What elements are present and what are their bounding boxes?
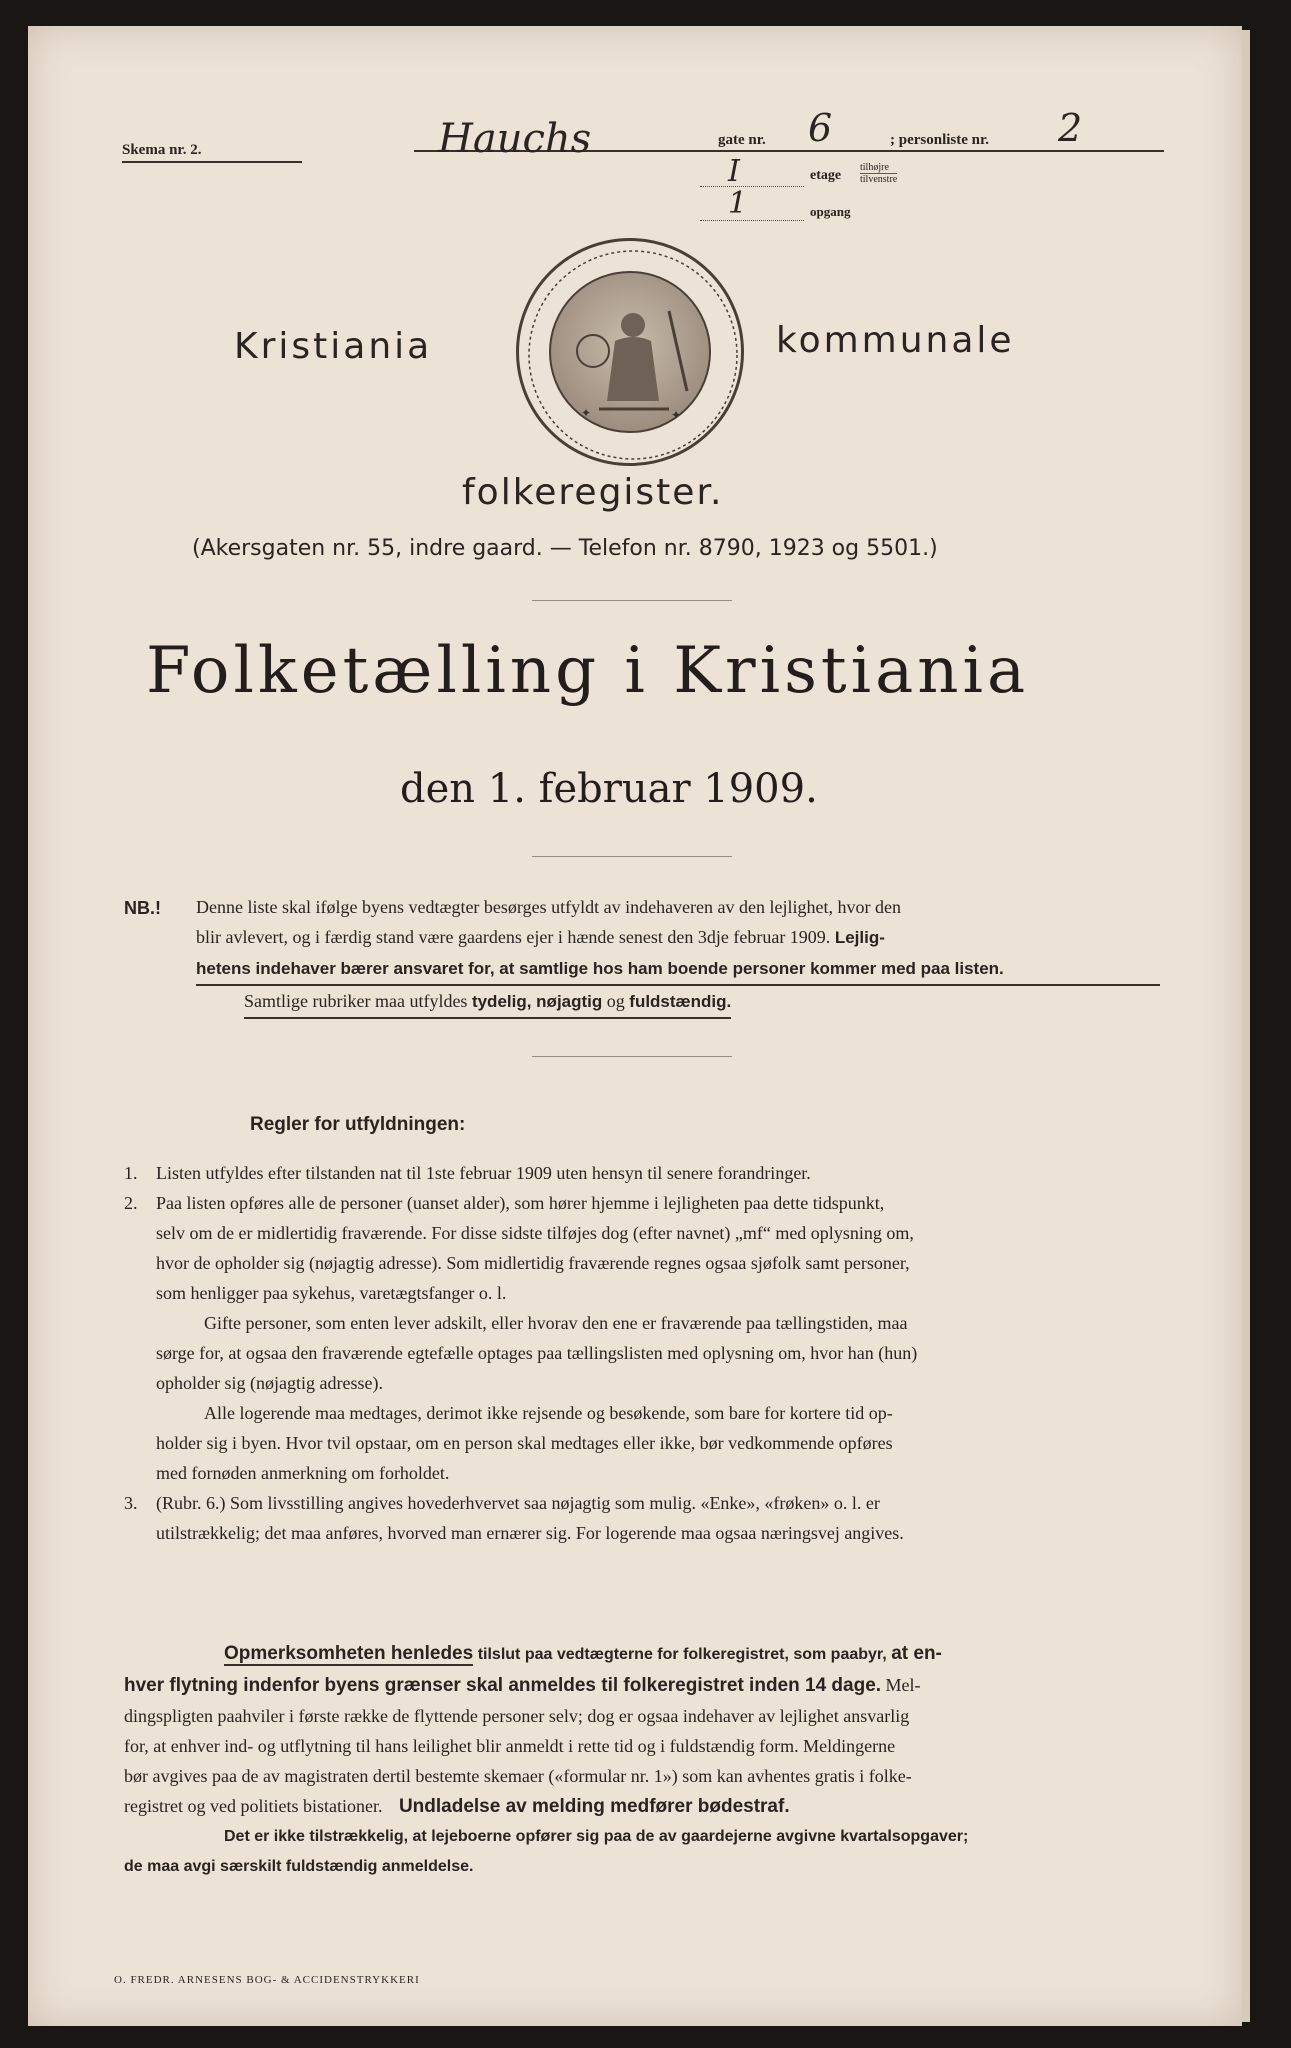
notice-block [124, 1638, 1194, 1882]
notice-line-3: dingspligten paahviler i første række de flyttende personer selv; dog er ogsaa indehaver av lejlighet ansvarlig [124, 1706, 910, 1726]
title-date: den 1. februar 1909. [400, 766, 818, 812]
street-handwritten: Hauchs [438, 116, 592, 162]
notice-line-1: Opmerksomheten henledes tilslut paa vedtægterne for folkeregistret, som paabyr, at en- [224, 1643, 942, 1664]
office-address: (Akersgaten nr. 55, indre gaard. — Telefon nr. 8790, 1923 og 5501.) [192, 536, 938, 561]
nb-label: NB.! [124, 898, 161, 918]
city-seal [516, 238, 744, 466]
nb-text [196, 892, 1160, 1019]
gate-number: 6 [808, 106, 833, 150]
divider-2 [532, 856, 732, 857]
rules-heading: Regler for utfyldningen: [250, 1114, 466, 1135]
opgang-line [700, 220, 804, 221]
office-left: Kristiania [234, 326, 433, 367]
gate-label: gate nr. [718, 132, 766, 148]
rule-1: 1. Listen utfyldes efter tilstanden nat til 1ste februar 1909 uten hensyn til senere forandringer. [124, 1163, 811, 1183]
notice-line-4: for, at enhver ind- og utflytning til hans leilighet blir anmeldt i rette tid og i fuldstændig form. Meldingerne [124, 1736, 896, 1756]
main-title: Folketælling i Kristiania [146, 634, 1030, 708]
etage-line [700, 186, 804, 187]
notice-line-2: hver flytning indenfor byens grænser skal anmeldes til folkeregistret inden 14 dage. Mel- [124, 1675, 921, 1696]
personliste-label: ; personliste nr. [890, 132, 990, 148]
nb-line-1: Denne liste skal ifølge byens vedtægter besørges utfyldt av indehaveren av den lejlighet, hvor den [196, 897, 901, 917]
personliste-number: 2 [1058, 106, 1083, 150]
printer-imprint: O. FREDR. ARNESENS BOG- & ACCIDENSTRYKKERI [114, 1974, 420, 1986]
census-form-page [28, 26, 1242, 2026]
nb-line-3: hetens indehaver bærer ansvaret for, at samtlige hos ham boende personer kommer med paa listen. [196, 953, 1160, 986]
side-options [860, 162, 897, 185]
svg-text:✦: ✦ [581, 406, 592, 420]
opgang-label: opgang [810, 204, 851, 219]
svg-text:✦: ✦ [671, 408, 682, 422]
etage-value: I [728, 154, 740, 189]
office-line2: folkeregister. [462, 472, 724, 513]
nb-line-2 [196, 922, 1160, 953]
nb-line-2a: blir avlevert, og i færdig stand være gaardens ejer i hænde senest den 3dje februar 1909. [196, 927, 831, 947]
notice-line-6: registret og ved politiets bistationer. Undladelse av melding medfører bødestraf. [124, 1796, 790, 1817]
tilhojre-option: tilhøjre [860, 162, 897, 174]
tilvenstre-option: tilvenstre [860, 174, 898, 185]
nb-line-4: Samtlige rubriker maa utfyldes tydelig, nøjagtig og fuldstændig. [244, 986, 731, 1019]
etage-label: etage [810, 168, 842, 183]
skema-label: Skema nr. 2. [122, 142, 302, 163]
rules-list [124, 1158, 1164, 1548]
rule-2: 2. Paa listen opføres alle de personer (uanset alder), som hører hjemme i lejligheten paa dette tidspunkt, selv om de er midlertidig fraværende. For disse sidste tilføjes dog (efter navnet) „mf“ med oplysning om, hvor de opholder sig (nøjagtig adresse). Som midlertidig fraværende regnes ogsaa sjøfolk samt personer, som henligger paa sykehus, varetægtsfanger o. l. Gifte personer, som enten lever adskilt, eller hvorav den ene er fraværende paa tællingstiden, maa sørge for, at ogsaa den fraværende egtefælle optages paa tællingslisten med oplysning om, hvor han (hun) opholder sig (nøjagtig adresse). Alle logerende maa medtages, derimot ikke rejsende og besøkende, som bare for kortere tid op- holder sig i byen. Hvor tvil opstaar, om en person skal medtages eller ikke, bør vedkommende opføres med fornøden anmerkning om forholdet. [124, 1193, 918, 1483]
notice-line-5: bør avgives paa de av magistraten dertil bestemte skemaer («formular nr. 1») som kan avhentes gratis i folke- [124, 1766, 912, 1786]
opgang-value: 1 [728, 186, 748, 221]
rule-3: 3. (Rubr. 6.) Som livsstilling angives hovederhvervet saa nøjagtig som mulig. «Enke», «frøken» o. l. er utilstrækkelig; det maa anføres, hvorved man ernærer sig. For logerende maa ogsaa næringsvej angives. [124, 1493, 904, 1543]
notice-line-7: Det er ikke tilstrækkelig, at lejeboerne opfører sig paa de av gaardejerne avgivne kvartalsopgaver; [224, 1828, 969, 1845]
divider-1 [532, 600, 732, 601]
office-right: kommunale [776, 320, 1015, 361]
notice-line-8: de maa avgi særskilt fuldstændig anmeldelse. [124, 1858, 474, 1875]
seal-figure-icon [519, 241, 747, 469]
divider-3 [532, 1056, 732, 1057]
nb-line-2b: Lejlig- [834, 928, 885, 947]
